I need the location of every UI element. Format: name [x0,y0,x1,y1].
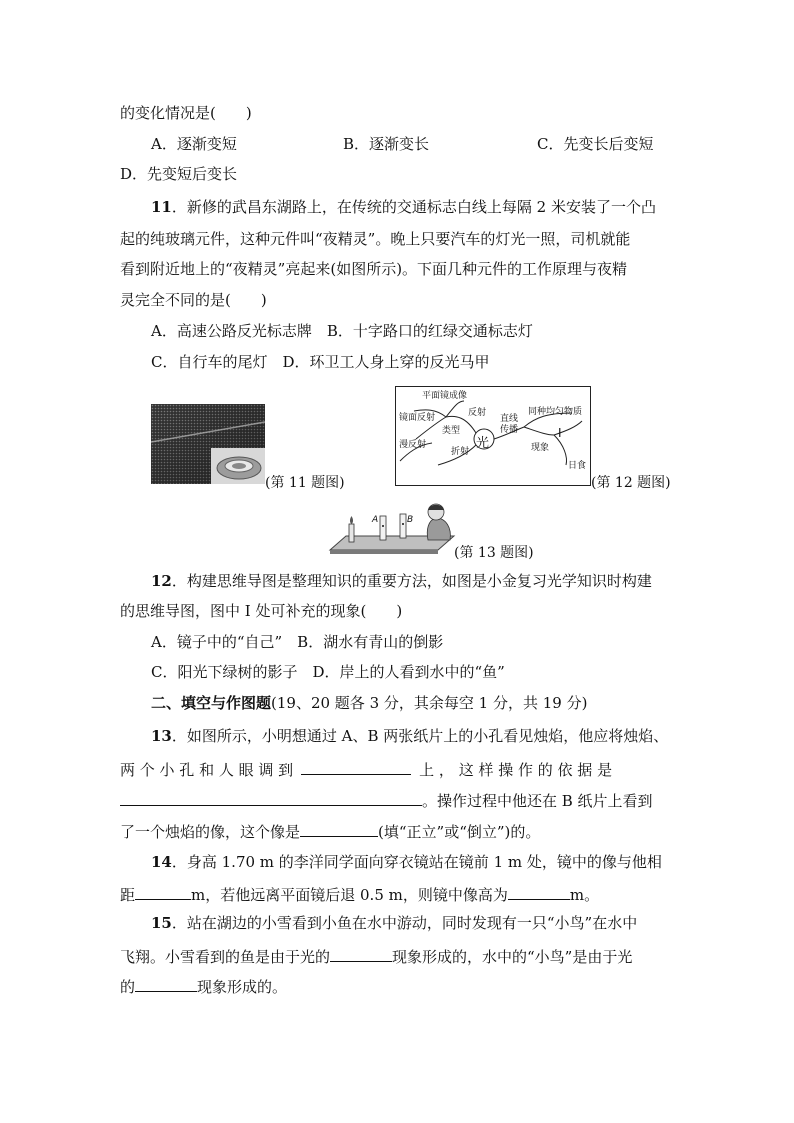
q15-line-2: 飞翔。小雪看到的鱼是由于光的 现象形成的，水中的“小鸟”是由于光 [120,945,632,967]
mindmap-eclipse: 日食 [568,461,587,471]
mindmap-straight: 直线 [500,414,519,424]
q11-line-1: 11．新修的武昌东湖路上，在传统的交通标志白线上每隔 2 米安装了一个凸 [151,198,656,216]
q13-line-2: 两 个 小 孔 和 人 眼 调 到 上 ， 这 样 操 作 的 依 据 是 [120,758,612,780]
mindmap-propagation: 传播 [500,425,519,435]
q12-line-2: 的思维导图，图中 I 处可补充的现象( ) [120,602,403,620]
q13-blank-2[interactable] [120,789,422,806]
q11-line-2: 起的纯玻璃元件，这种元件叫“夜精灵”。晚上只要汽车的灯光一照，司机就能 [120,230,631,248]
mindmap-uniform: 同种均匀物质 [528,407,583,417]
q12-line-1: 12．构建思维导图是整理知识的重要方法，如图是小金复习光学知识时构建 [151,572,652,590]
q15-line-1: 15．站在湖边的小雪看到小鱼在水中游动，同时发现有一只“小鸟”在水中 [151,914,638,932]
figure-13-label-b: B [407,515,414,525]
q11-line-4: 灵完全不同的是( ) [120,291,267,309]
mindmap-phenomena: 现象 [531,443,550,453]
q13-line-3: 。操作过程中他还在 B 纸片上看到 [120,789,653,811]
q12-number: 12 [151,572,172,590]
q13-blank-3[interactable] [300,820,378,837]
q10-option-d: D．先变短后变长 [120,165,238,183]
q15-number: 15 [151,914,172,932]
q11-number: 11 [151,198,172,216]
q10-option-a: A．逐渐变短 [151,135,237,153]
q14-number: 14 [151,853,172,871]
figure-12-mindmap [395,386,591,486]
mindmap-reflection: 反射 [468,408,487,418]
mindmap-types: 类型 [442,426,461,436]
q12-options-row-1: A．镜子中的“自己” B．湖水有青山的倒影 [151,633,444,651]
figure-11-caption: (第 11 题图) [265,475,345,491]
q14-line-1: 14．身高 1.70 m 的李洋同学面向穿衣镜站在镜前 1 m 处，镜中的像与他相 [151,853,662,871]
q13-number: 13 [151,727,172,745]
mindmap-specular: 镜面反射 [399,413,436,423]
q15-blank-2[interactable] [135,975,197,992]
q10-stem-tail: 的变化情况是( ) [120,104,252,122]
figure-12-caption: (第 12 题图) [591,475,671,491]
q15-blank-1[interactable] [330,945,392,962]
q13-line-1: 13．如图所示，小明想通过 A、B 两张纸片上的小孔看见烛焰，他应将烛焰、 [151,727,669,745]
section-2-heading: 二、填空与作图题(19、20 题各 3 分，其余每空 1 分，共 19 分) [151,694,588,712]
q15-line-3: 的 现象形成的。 [120,975,287,997]
q12-options-row-2: C．阳光下绿树的影子 D．岸上的人看到水中的“鱼” [151,663,505,681]
figure-13-label-a: A [372,515,379,525]
mindmap-plane-mirror: 平面镜成像 [422,391,468,401]
q14-blank-2[interactable] [508,883,570,900]
figure-13-caption: (第 13 题图) [454,545,534,561]
mindmap-diffuse: 漫反射 [399,440,427,450]
q13-blank-1[interactable] [301,758,411,775]
q10-option-c: C．先变长后变短 [537,135,654,153]
q10-option-b: B．逐渐变长 [343,135,430,153]
q14-line-2: 距 m，若他远离平面镜后退 0.5 m，则镜中像高为 m。 [120,883,599,905]
figure-13-experiment [328,500,456,556]
figure-11-photo [151,404,265,484]
q13-line-4: 了一个烛焰的像，这个像是 (填“正立”或“倒立”)的。 [120,820,540,842]
q11-options-row-2: C．自行车的尾灯 D．环卫工人身上穿的反光马甲 [151,353,490,371]
mindmap-slot-i: I [558,426,562,440]
mindmap-center: 光 [476,436,490,451]
q11-options-row-1: A．高速公路反光标志牌 B．十字路口的红绿交通标志灯 [151,322,533,340]
mindmap-refraction: 折射 [451,447,470,457]
q11-line-3: 看到附近地上的“夜精灵”亮起来(如图所示)。下面几种元件的工作原理与夜精 [120,260,628,278]
q14-blank-1[interactable] [135,883,191,900]
